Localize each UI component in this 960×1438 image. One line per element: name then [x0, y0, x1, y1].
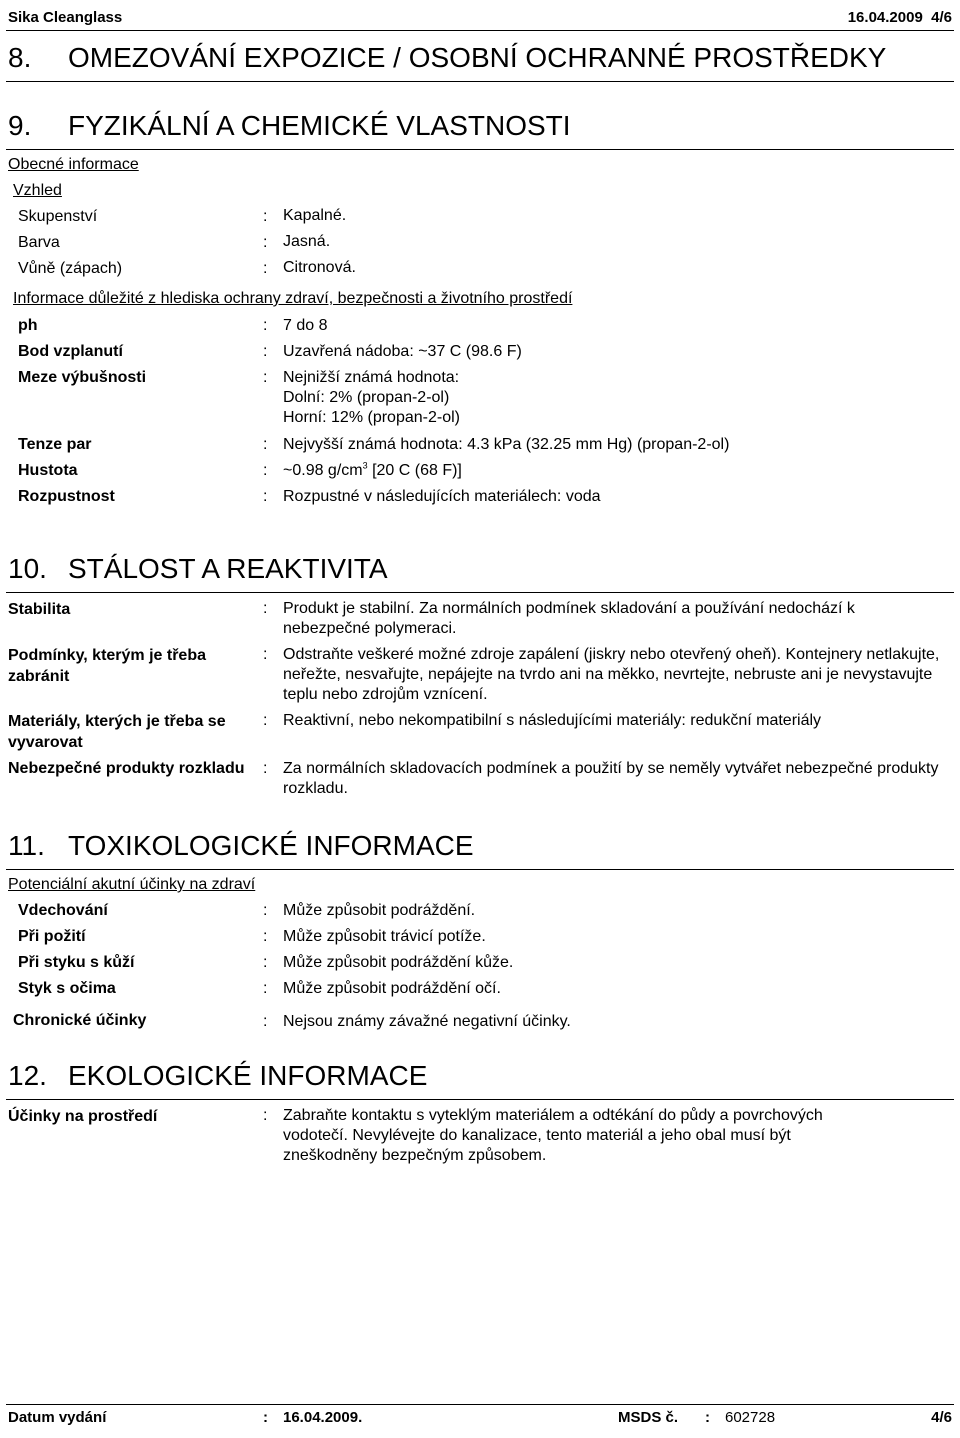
- conditions-value: Odstraňte veškeré možné zdroje zapálení (jiskry nebo otevřený oheň). Kontejnery netlakujte, neřežte, nesvařujte, nepájejte na tvrdo ani na měkko, nevrtejte, nebruste ani je nevystavujte teplu nebo zdrojům vznícení.: [283, 646, 940, 703]
- colon: :: [263, 1107, 268, 1124]
- header-date: 16.04.2009: [847, 9, 923, 26]
- state-label: Skupenství: [18, 208, 98, 225]
- section-8-title: 8. OMEZOVÁNÍ EXPOZICE / OSOBNÍ OCHRANNÉ PROSTŘEDKY: [8, 42, 887, 73]
- colon: :: [263, 646, 268, 663]
- color-label: Barva: [18, 234, 60, 251]
- materials-label: Materiály, kterých je třeba se vyvarovat: [8, 713, 226, 751]
- header-date-page: [848, 9, 952, 26]
- header-product: Sika Cleanglass: [8, 9, 123, 26]
- vapor-pressure-value: Nejvyšší známá hodnota: 4.3 kPa (32.25 mm Hg) (propan-2-ol): [283, 436, 730, 453]
- colon: :: [263, 600, 268, 617]
- flash-point-value: Uzavřená nádoba: ~37 C (98.6 F): [283, 343, 522, 360]
- odor-label: Vůně (zápach): [18, 260, 123, 277]
- section-11-divider: [6, 869, 954, 870]
- ingestion-label: Při požití: [18, 928, 86, 945]
- section-10-title: 10. STÁLOST A REAKTIVITA: [8, 553, 388, 584]
- section-11-title: 11. TOXIKOLOGICKÉ INFORMACE: [8, 830, 474, 861]
- vapor-pressure-label: Tenze par: [18, 436, 92, 453]
- colon: :: [263, 369, 268, 386]
- skin-contact-label: Při styku s kůží: [18, 954, 135, 971]
- solubility-label: Rozpustnost: [18, 488, 115, 505]
- skin-contact-value: Může způsobit podráždění kůže.: [283, 954, 514, 971]
- colon: :: [263, 712, 268, 729]
- explosion-limits-label: Meze výbušnosti: [18, 369, 147, 386]
- colon: :: [263, 1409, 268, 1426]
- decomposition-value: Za normálních skladovacích podmínek a použití by se neměly vytvářet nebezpečné produkty rozkladu.: [283, 760, 939, 797]
- general-info-heading: Obecné informace: [8, 156, 139, 173]
- ph-label: ph: [18, 317, 38, 334]
- section-12-divider: [6, 1099, 954, 1100]
- density-value: ~0.98 $g/cm^3$ [20 C (68 F)]: [283, 460, 462, 479]
- environment-value: Zabraňte kontaktu s vyteklým materiálem a odtékání do půdy a povrchových vodotečí. Nevylévejte do kanalizace, tento materiál a jeho obal musí být zneškodněny bezpečným způsobem.: [283, 1107, 823, 1164]
- solubility-value: Rozpustné v následujících materiálech: voda: [283, 488, 601, 505]
- footer-msds-value: 602728: [725, 1409, 776, 1426]
- colon: :: [263, 760, 268, 777]
- flash-point-label: Bod vzplanutí: [18, 343, 123, 360]
- density-label: Hustota: [18, 462, 78, 479]
- stability-label: Stabilita: [8, 601, 71, 618]
- colon: :: [263, 234, 268, 251]
- section-12-title: 12. EKOLOGICKÉ INFORMACE: [8, 1060, 428, 1091]
- odor-value: Citronová.: [283, 259, 356, 276]
- colon: :: [263, 1013, 268, 1030]
- explosion-line-3: Horní: 12% (propan-2-ol): [283, 409, 460, 426]
- inhalation-label: Vdechování: [18, 902, 108, 919]
- header-divider: [6, 30, 954, 31]
- colon: :: [263, 462, 268, 479]
- colon: :: [263, 343, 268, 360]
- explosion-limits-value: [283, 368, 460, 428]
- state-value: Kapalné.: [283, 207, 347, 224]
- section-9-title: 9. FYZIKÁLNÍ A CHEMICKÉ VLASTNOSTI: [8, 110, 571, 141]
- colon: :: [263, 488, 268, 505]
- footer-issue-label: Datum vydání: [8, 1409, 107, 1426]
- colon: :: [263, 436, 268, 453]
- footer-msds-label: MSDS č.: [618, 1409, 679, 1426]
- colon: :: [263, 902, 268, 919]
- colon: :: [263, 980, 268, 997]
- conditions-label: Podmínky, kterým je třeba zabránit: [8, 647, 206, 685]
- environment-label: Účinky na prostředí: [8, 1108, 158, 1125]
- colon: :: [263, 954, 268, 971]
- section-9-divider: [6, 149, 954, 150]
- acute-effects-heading: Potenciální akutní účinky na zdraví: [8, 876, 256, 893]
- ph-value: 7 do 8: [283, 317, 328, 334]
- section-8-divider: [6, 81, 954, 82]
- colon: :: [263, 260, 268, 277]
- section-10-divider: [6, 592, 954, 593]
- colon: :: [705, 1409, 710, 1426]
- ingestion-value: Může způsobit trávicí potíže.: [283, 928, 486, 945]
- materials-value: Reaktivní, nebo nekompatibilní s následujícími materiály: redukční materiály: [283, 712, 822, 729]
- eye-contact-value: Může způsobit podráždění očí.: [283, 980, 501, 997]
- explosion-line-2: Dolní: 2% (propan-2-ol): [283, 389, 450, 406]
- explosion-line-1: Nejnižší známá hodnota:: [283, 369, 460, 386]
- colon: :: [263, 317, 268, 334]
- color-value: Jasná.: [283, 233, 331, 250]
- footer-divider: [6, 1404, 954, 1405]
- health-info-heading: Informace důležité z hlediska ochrany zdraví, bezpečnosti a životního prostředí: [13, 290, 573, 307]
- header-page: 4/6: [931, 9, 952, 26]
- colon: :: [263, 928, 268, 945]
- decomposition-label: Nebezpečné produkty rozkladu: [8, 760, 245, 777]
- inhalation-value: Může způsobit podráždění.: [283, 902, 476, 919]
- footer-page: 4/6: [931, 1409, 952, 1426]
- footer-issue-value: 16.04.2009.: [283, 1409, 363, 1426]
- appearance-heading: Vzhled: [13, 182, 62, 199]
- chronic-effects-label: Chronické účinky: [13, 1012, 147, 1029]
- chronic-effects-value: Nejsou známy závažné negativní účinky.: [283, 1013, 571, 1030]
- eye-contact-label: Styk s očima: [18, 980, 116, 997]
- stability-value: Produkt je stabilní. Za normálních podmínek skladování a používání nedochází k nebezpečné polymeraci.: [283, 600, 855, 637]
- colon: :: [263, 208, 268, 225]
